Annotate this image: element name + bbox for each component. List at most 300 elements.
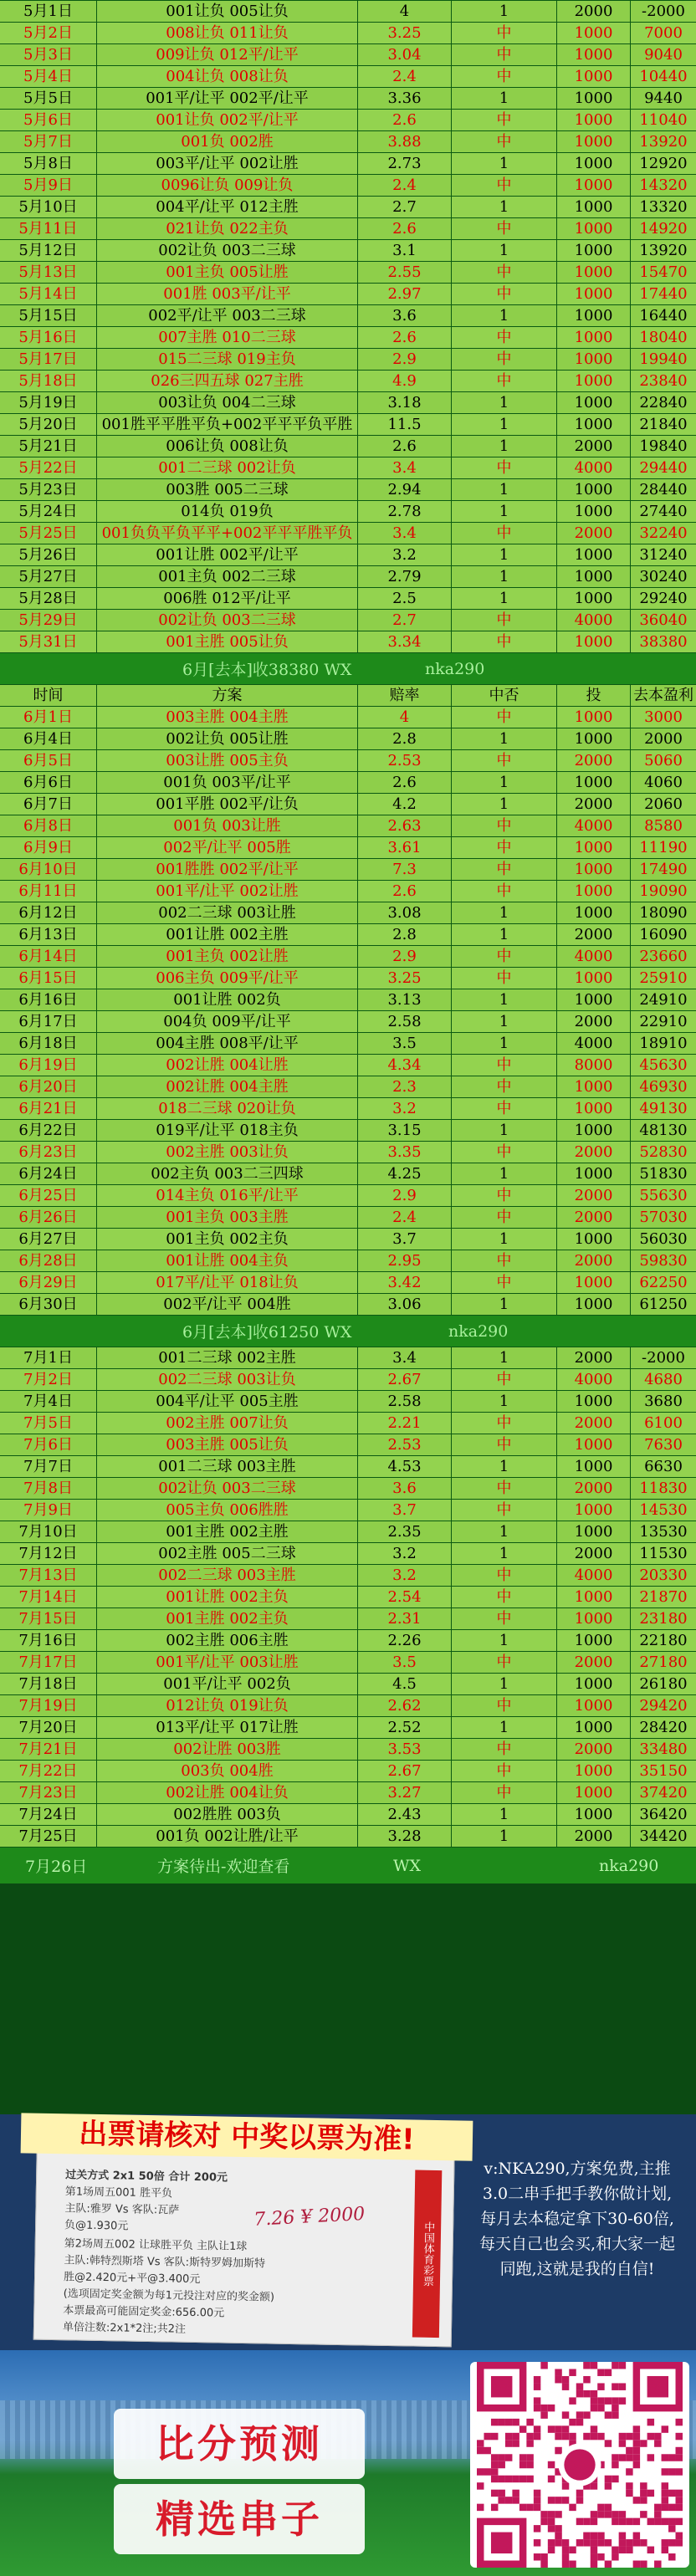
row-stake: 1000: [557, 902, 631, 923]
row-plan: 001主负 005让胜: [97, 262, 358, 283]
row-stake: 2000: [557, 1207, 631, 1228]
row-stake: 1000: [557, 544, 631, 565]
row-odds: 2.6: [358, 881, 452, 902]
row-plan: 004平/让平 005主胜: [97, 1391, 358, 1412]
row-profit: 37420: [639, 1784, 688, 1802]
row-odds: 3.25: [358, 23, 452, 43]
row-date: 7月25日: [0, 1826, 97, 1847]
promo-line: 同跑,这就是我的自信!: [499, 2260, 655, 2278]
row-plan: 001二三球 002主胜: [97, 1347, 358, 1368]
row-date: 5月4日: [0, 66, 97, 87]
row-date: 5月2日: [0, 23, 97, 43]
row-result: 1: [452, 1, 557, 22]
row-date: 5月15日: [0, 305, 97, 326]
row-date: 5月18日: [0, 371, 97, 391]
row-result: 1: [452, 392, 557, 413]
row-stake: 1000: [557, 1674, 631, 1694]
row-plan: 001让胜 002平/让平: [97, 544, 358, 565]
row-profit: 3680: [644, 1393, 683, 1410]
row-stake: 1000: [557, 1163, 631, 1184]
row-profit: 18090: [639, 904, 688, 922]
row-result: 中: [452, 859, 557, 880]
row-result: 中: [452, 1434, 557, 1455]
row-result: 中: [452, 837, 557, 858]
row-plan: 003让胜 005主负: [97, 750, 358, 771]
row-result: 中: [452, 1782, 557, 1803]
table-row: [0, 1293, 696, 1315]
row-profit: 3000: [644, 708, 683, 726]
row-odds: 3.6: [358, 1478, 452, 1499]
row-result: 中: [452, 1761, 557, 1781]
row-profit: 62250: [639, 1274, 688, 1291]
row-odds: 2.6: [358, 218, 452, 239]
row-odds: 3.4: [358, 457, 452, 478]
row-plan: 0096让负 009让负: [97, 175, 358, 196]
row-result: 1: [452, 1543, 557, 1564]
col-odds: 赔率: [358, 685, 452, 706]
table-row: [0, 239, 696, 261]
row-odds: 2.97: [358, 284, 452, 304]
row-stake: 2000: [557, 750, 631, 771]
row-plan: 013平/让平 017让胜: [97, 1717, 358, 1738]
row-stake: 1000: [557, 1120, 631, 1141]
row-odds: 3.88: [358, 131, 452, 152]
row-odds: 3.27: [358, 1782, 452, 1803]
table-row: [0, 1141, 696, 1163]
row-profit: 24910: [639, 991, 688, 1009]
row-profit: 14530: [639, 1501, 688, 1519]
row-odds: 2.9: [358, 946, 452, 967]
july-header-title: 6月[去本]收61250 WX: [182, 1323, 352, 1342]
row-plan: 001胜平平胜平负+002平平平负平胜: [97, 414, 358, 435]
row-plan: 001二三球 003主胜: [97, 1456, 358, 1477]
row-profit: 61250: [639, 1296, 688, 1313]
promo-line: 每月去本稳定拿下30-60倍,: [480, 2210, 674, 2228]
qr-code[interactable]: [470, 2362, 689, 2568]
row-stake: 1000: [557, 153, 631, 174]
row-date: 6月5日: [0, 750, 97, 771]
row-odds: 2.58: [358, 1391, 452, 1412]
row-plan: 002主胜 007让负: [97, 1413, 358, 1434]
row-plan: 001主负 002主负: [97, 1229, 358, 1250]
row-profit: 49130: [639, 1100, 688, 1117]
row-plan: 006让负 008让负: [97, 436, 358, 457]
row-stake: 1000: [557, 66, 631, 87]
row-stake: 1000: [557, 1391, 631, 1412]
row-stake: 1000: [557, 707, 631, 728]
row-date: 6月15日: [0, 968, 97, 989]
row-date: 5月14日: [0, 284, 97, 304]
row-stake: 1000: [557, 197, 631, 217]
ticket-line: 本票最高可能固定奖金:656.00元: [63, 2304, 225, 2320]
row-plan: 001平/让平 002负: [97, 1674, 358, 1694]
row-date: 5月1日: [0, 1, 97, 22]
row-date: 5月16日: [0, 327, 97, 348]
row-result: 中: [452, 1739, 557, 1760]
row-profit: 35150: [639, 1762, 688, 1780]
row-result: 1: [452, 566, 557, 587]
row-stake: 1000: [557, 218, 631, 239]
row-date: 6月24日: [0, 1163, 97, 1184]
table-row: [0, 1607, 696, 1629]
promo-line: 3.0二串手把手教你做计划,: [482, 2185, 673, 2203]
row-stake: 1000: [557, 859, 631, 880]
table-row: [0, 1521, 696, 1542]
row-plan: 021让负 022主负: [97, 218, 358, 239]
row-profit: 18040: [639, 329, 688, 346]
row-plan: 012让负 019让负: [97, 1695, 358, 1716]
table-row: [0, 749, 696, 771]
footer-wx: WX: [393, 1856, 422, 1875]
table-row: [0, 152, 696, 174]
row-result: 中: [452, 1478, 557, 1499]
june-section: [0, 684, 696, 1315]
row-profit: 30240: [639, 568, 688, 585]
table-row: [0, 1673, 696, 1694]
row-date: 6月26日: [0, 1207, 97, 1228]
row-profit: -2000: [642, 3, 685, 20]
row-odds: 2.5: [358, 588, 452, 609]
row-stake: 1000: [557, 1434, 631, 1455]
july-header-id: nka290: [448, 1321, 509, 1341]
table-row: [0, 609, 696, 631]
row-profit: 4680: [644, 1371, 683, 1388]
row-date: 6月28日: [0, 1250, 97, 1271]
row-profit: 27440: [639, 503, 688, 520]
row-plan: 002让负 005让胜: [97, 728, 358, 749]
row-date: 6月19日: [0, 1055, 97, 1076]
row-result: 1: [452, 588, 557, 609]
row-date: 7月4日: [0, 1391, 97, 1412]
row-date: 6月12日: [0, 902, 97, 923]
row-stake: 1000: [557, 175, 631, 196]
handwritten-note: 7.26 ¥ 2000: [253, 2203, 366, 2231]
row-stake: 2000: [557, 523, 631, 544]
row-stake: 1000: [557, 349, 631, 370]
row-odds: 2.6: [358, 327, 452, 348]
row-stake: 1000: [557, 44, 631, 65]
row-profit: 22910: [639, 1013, 688, 1030]
row-plan: 001主负 003主胜: [97, 1207, 358, 1228]
row-plan: 004让负 008让负: [97, 66, 358, 87]
row-odds: 2.31: [358, 1608, 452, 1629]
row-result: 中: [452, 815, 557, 836]
table-row: [0, 65, 696, 87]
row-odds: 2.6: [358, 772, 452, 793]
row-date: 7月7日: [0, 1456, 97, 1477]
row-plan: 002二三球 003让负: [97, 1369, 358, 1390]
row-profit: 2000: [644, 730, 683, 748]
row-result: 中: [452, 1652, 557, 1673]
row-result: 1: [452, 1391, 557, 1412]
row-result: 1: [452, 1120, 557, 1141]
row-stake: 1000: [557, 479, 631, 500]
row-stake: 1000: [557, 88, 631, 109]
row-profit: 2060: [644, 795, 683, 813]
row-stake: 4000: [557, 1369, 631, 1390]
row-stake: 2000: [557, 924, 631, 945]
row-plan: 001让负 005让负: [97, 1, 358, 22]
row-stake: 1000: [557, 327, 631, 348]
row-stake: 1000: [557, 1630, 631, 1651]
row-stake: 1000: [557, 1521, 631, 1542]
row-plan: 002主负 003二三四球: [97, 1163, 358, 1184]
row-odds: 2.6: [358, 436, 452, 457]
row-plan: 003主胜 004主胜: [97, 707, 358, 728]
row-odds: 3.2: [358, 1565, 452, 1586]
row-plan: 002主胜 005二三球: [97, 1543, 358, 1564]
row-plan: 026三四五球 027主胜: [97, 371, 358, 391]
row-date: 5月19日: [0, 392, 97, 413]
table-row: [0, 1163, 696, 1184]
row-result: 1: [452, 414, 557, 435]
row-odds: 4.25: [358, 1163, 452, 1184]
row-plan: 006胜 012平/让平: [97, 588, 358, 609]
row-plan: 001负 002胜: [97, 131, 358, 152]
row-plan: 001让胜 002负: [97, 989, 358, 1010]
row-plan: 015二三球 019主负: [97, 349, 358, 370]
row-profit: 13920: [639, 242, 688, 259]
table-row: [0, 1716, 696, 1738]
table-row: [0, 1119, 696, 1141]
row-result: 1: [452, 1804, 557, 1825]
row-result: 中: [452, 1587, 557, 1607]
row-date: 6月23日: [0, 1142, 97, 1163]
row-odds: 3.61: [358, 837, 452, 858]
row-date: 5月25日: [0, 523, 97, 544]
table-row: [0, 43, 696, 65]
row-stake: 1000: [557, 588, 631, 609]
july-section-header: [0, 1315, 696, 1347]
row-odds: 3.04: [358, 44, 452, 65]
ticket-line: 主队:雅罗 Vs 客队:瓦萨: [64, 2202, 180, 2217]
row-profit: 28440: [639, 481, 688, 498]
promo-line: v:NKA290,方案免费,主推: [484, 2159, 671, 2178]
row-result: 中: [452, 610, 557, 631]
table-row: [0, 989, 696, 1010]
row-stake: 1000: [557, 566, 631, 587]
row-result: 中: [452, 1369, 557, 1390]
row-odds: 2.3: [358, 1076, 452, 1097]
row-result: 中: [452, 750, 557, 771]
row-stake: 1000: [557, 1761, 631, 1781]
row-odds: 11.5: [358, 414, 452, 435]
ticket-line: (选项固定奖金额为每1元投注对应的奖金额): [63, 2287, 275, 2304]
row-date: 5月17日: [0, 349, 97, 370]
row-plan: 017平/让平 018让负: [97, 1272, 358, 1293]
row-plan: 001负 002让胜/让平: [97, 1826, 358, 1847]
row-odds: 3.1: [358, 240, 452, 261]
row-plan: 001主负 002二三球: [97, 566, 358, 587]
row-profit: 7630: [644, 1436, 683, 1454]
row-stake: 1000: [557, 371, 631, 391]
row-stake: 1000: [557, 631, 631, 652]
table-row: [0, 1097, 696, 1119]
table-row: [0, 1271, 696, 1293]
row-date: 7月12日: [0, 1543, 97, 1564]
lottery-ticket-photo: [33, 2118, 456, 2348]
row-result: 中: [452, 1608, 557, 1629]
row-odds: 2.26: [358, 1630, 452, 1651]
table-row: [0, 1825, 696, 1847]
row-result: 1: [452, 1011, 557, 1032]
row-date: 7月10日: [0, 1521, 97, 1542]
row-odds: 4: [358, 1, 452, 22]
row-plan: 004负 009平/让平: [97, 1011, 358, 1032]
row-stake: 2000: [557, 794, 631, 815]
table-row: [0, 304, 696, 326]
row-odds: 3.18: [358, 392, 452, 413]
promo-line: 每天自己也会买,和大家一起: [478, 2235, 676, 2253]
ticket-line: 单倍注数:2x1*2注;共2注: [62, 2321, 187, 2336]
row-profit: 32240: [639, 524, 688, 542]
row-profit: 17440: [639, 285, 688, 303]
row-result: 1: [452, 240, 557, 261]
row-result: 中: [452, 1207, 557, 1228]
row-plan: 002主胜 006主胜: [97, 1630, 358, 1651]
table-row: [0, 880, 696, 902]
row-odds: 2.54: [358, 1587, 452, 1607]
table-row: [0, 631, 696, 652]
row-stake: 1000: [557, 23, 631, 43]
row-plan: 002让胜 004让负: [97, 1782, 358, 1803]
row-date: 5月22日: [0, 457, 97, 478]
row-profit: 31240: [639, 546, 688, 564]
row-result: 中: [452, 349, 557, 370]
row-odds: 3.6: [358, 305, 452, 326]
row-stake: 1000: [557, 1076, 631, 1097]
row-result: 1: [452, 902, 557, 923]
row-profit: 11830: [639, 1480, 688, 1497]
row-result: 1: [452, 479, 557, 500]
row-odds: 4: [358, 707, 452, 728]
row-stake: 2000: [557, 1478, 631, 1499]
row-profit: 22840: [639, 394, 688, 411]
row-date: 6月30日: [0, 1294, 97, 1315]
row-date: 5月26日: [0, 544, 97, 565]
row-date: 5月24日: [0, 501, 97, 522]
row-result: 中: [452, 175, 557, 196]
footer-date: 7月26日: [25, 1858, 88, 1876]
table-row: [0, 174, 696, 196]
row-plan: 002二三球 003主胜: [97, 1565, 358, 1586]
row-odds: 3.28: [358, 1826, 452, 1847]
row-stake: 1000: [557, 1294, 631, 1315]
row-odds: 2.21: [358, 1413, 452, 1434]
row-date: 7月9日: [0, 1500, 97, 1521]
row-profit: 25910: [639, 969, 688, 987]
row-result: 中: [452, 1695, 557, 1716]
row-stake: 1000: [557, 501, 631, 522]
row-plan: 003负 004胜: [97, 1761, 358, 1781]
row-profit: 10440: [639, 68, 688, 85]
row-profit: 9040: [644, 46, 683, 64]
row-profit: 12920: [639, 155, 688, 172]
row-plan: 018二三球 020让负: [97, 1098, 358, 1119]
row-stake: 4000: [557, 815, 631, 836]
row-result: 1: [452, 794, 557, 815]
table-row: [0, 283, 696, 304]
row-result: 中: [452, 1142, 557, 1163]
row-plan: 001主负 002让胜: [97, 946, 358, 967]
row-plan: 001让胜 002主胜: [97, 924, 358, 945]
row-profit: 18910: [639, 1035, 688, 1052]
table-row: [0, 370, 696, 391]
row-plan: 001负负平负平平+002平平平胜平负: [97, 523, 358, 544]
table-row: [0, 522, 696, 544]
row-stake: 1000: [557, 728, 631, 749]
row-profit: 11190: [639, 839, 688, 856]
row-result: 中: [452, 946, 557, 967]
row-date: 7月20日: [0, 1717, 97, 1738]
row-stake: 1000: [557, 110, 631, 130]
col-hit: 中否: [452, 685, 557, 706]
ticket-banner: 出票请核对 中奖以票为准!: [21, 2113, 473, 2160]
row-plan: 001负 003平/让平: [97, 772, 358, 793]
ticket-line: 胜@2.420元+平@3.400元: [63, 2271, 201, 2287]
row-profit: 28420: [639, 1719, 688, 1736]
row-plan: 006主负 009平/让平: [97, 968, 358, 989]
june-section-header: [0, 652, 696, 684]
row-plan: 008让负 011让负: [97, 23, 358, 43]
row-profit: 19840: [639, 437, 688, 455]
banner-text-1: 比分预测: [114, 2409, 365, 2479]
row-result: 1: [452, 1163, 557, 1184]
row-result: 中: [452, 1055, 557, 1076]
row-plan: 002平/让平 005胜: [97, 837, 358, 858]
table-row: [0, 348, 696, 370]
row-result: 1: [452, 1294, 557, 1315]
row-profit: 14920: [639, 220, 688, 238]
row-plan: 002胜胜 003负: [97, 1804, 358, 1825]
table-row: [0, 565, 696, 587]
row-date: 5月9日: [0, 175, 97, 196]
row-odds: 3.2: [358, 1543, 452, 1564]
table-row: [0, 945, 696, 967]
row-plan: 001负 003让胜: [97, 815, 358, 836]
row-plan: 003平/让平 002让胜: [97, 153, 358, 174]
row-result: 1: [452, 1630, 557, 1651]
row-stake: 1000: [557, 772, 631, 793]
row-odds: 2.63: [358, 815, 452, 836]
row-profit: 34420: [639, 1827, 688, 1845]
ticket-line: 第1场周五001 胜平负: [64, 2185, 173, 2200]
row-profit: 56030: [639, 1230, 688, 1248]
row-odds: 4.53: [358, 1456, 452, 1477]
row-stake: 4000: [557, 1033, 631, 1054]
table-row: [0, 457, 696, 478]
table-row: [0, 1228, 696, 1250]
row-result: 1: [452, 1826, 557, 1847]
table-row: [0, 1455, 696, 1477]
row-date: 6月18日: [0, 1033, 97, 1054]
table-row: [0, 261, 696, 283]
row-date: 5月6日: [0, 110, 97, 130]
row-plan: 002让负 003二三球: [97, 1478, 358, 1499]
row-stake: 2000: [557, 1543, 631, 1564]
row-result: 中: [452, 1098, 557, 1119]
row-result: 1: [452, 1033, 557, 1054]
row-date: 6月13日: [0, 924, 97, 945]
table-row: [0, 1542, 696, 1564]
ticket-line: 过关方式 2x1 50倍 合计 200元: [65, 2169, 228, 2185]
row-odds: 3.35: [358, 1142, 452, 1163]
table-row: [0, 478, 696, 500]
row-profit: 46930: [639, 1078, 688, 1096]
row-plan: 001主胜 005让负: [97, 631, 358, 652]
row-profit: 19940: [639, 350, 688, 368]
row-odds: 3.06: [358, 1294, 452, 1315]
